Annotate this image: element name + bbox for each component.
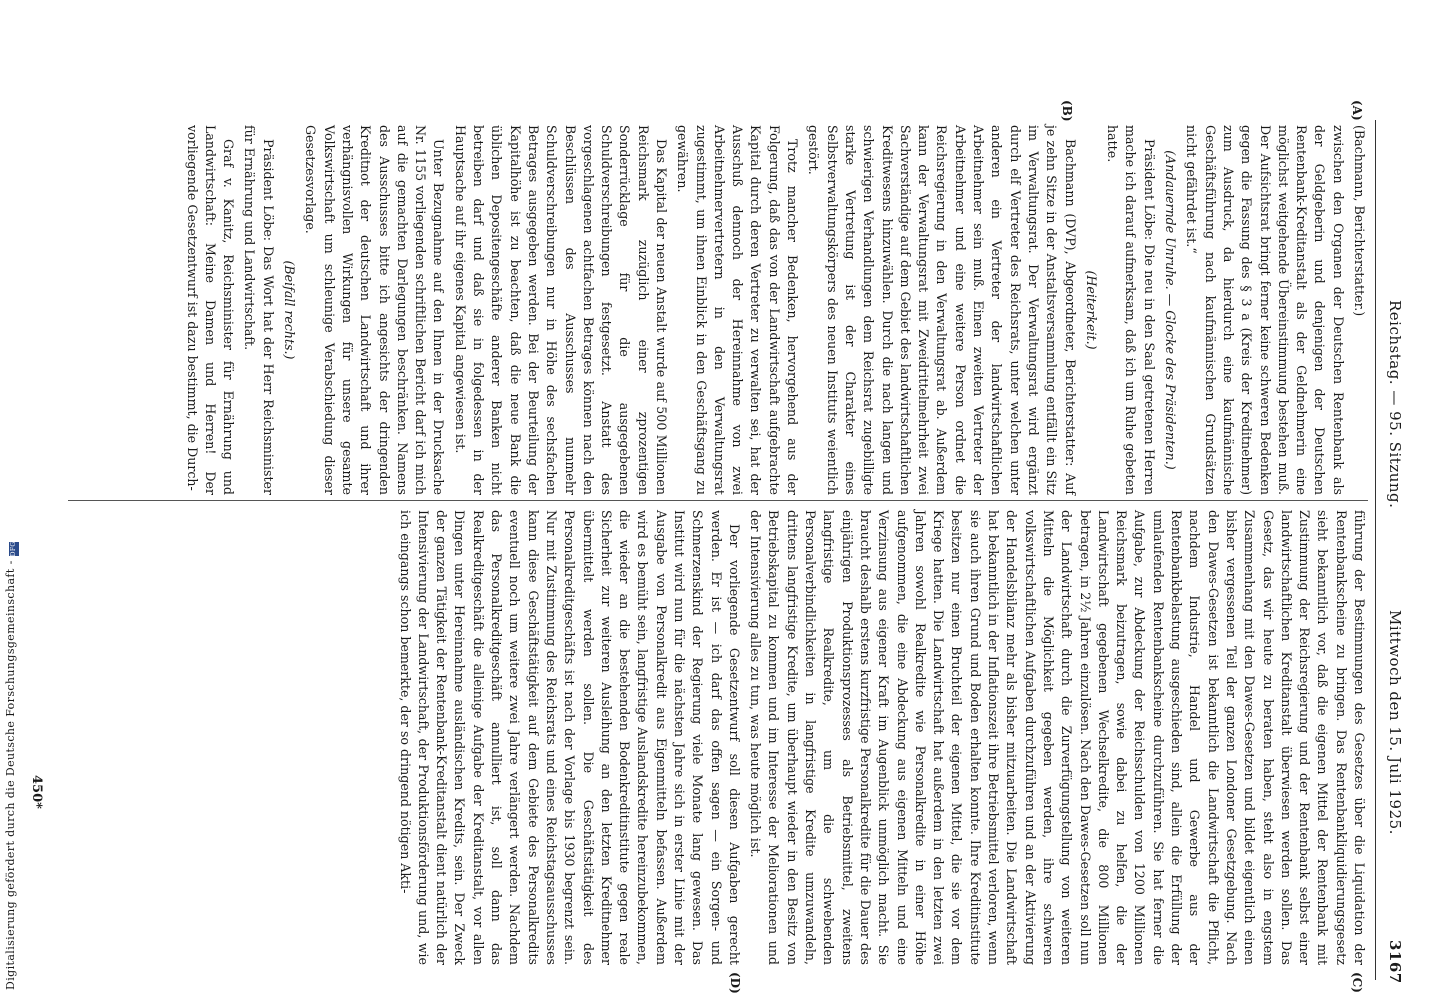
stage-direction: (Beifall rechts.)	[282, 260, 298, 360]
paragraph: Bachmann (DVP), Abgeordneter, Berichterstatter: Auf je zehn Sitze in der Anstaltsversammlung entfällt ein Sitz im Verwaltungsrat. Der Verwaltungsrat wird ergänzt durch elf Vertreter des Reichsrats, unter welchen unter anderen ein Vertreter der landwirtschaftlichen Arbeitnehmer sein muß. Einen zweiten Vertreter der Arbeitnehmer und eine weitere Person ordnet die Reichsregierung in den Verwaltungsrat ab. Außerdem kann der Verwaltungsrat mit Zweidrittelmehrheit zwei Sachverständige auf dem Gebiet des landwirtschaftlichen Kreditwesens hinzuwählen. Durch die nach langen und schwierigen Verhandlungen dem Reichsrat zugebilligte starke Vertretung ist der Charakter eines Selbstverwaltungskörpers des neuen Instituts weientlich gestört.	[806, 125, 1078, 495]
paragraph: Das Kapital der neuen Anstalt wurde auf 500 Millionen Reichsmark zuzüglich einer zprozentigen Sonderrücklage für die ausgegebenen Schuldverschreibungen festgesetzt. Anstatt des vorgeschlagenen achtfachen Betrages können nach den Beschlüssen des Ausschusses nunmehr Schuldverschreibungen nur in Höhe des sechsfachen Betrages ausgegeben werden. Bei der Beurteilung der Kapitalhöhe ist zu beachten, daß die neue Bank die üblichen Depositengeschäfte anderer Banken nicht betreiben darf und daß sie in folgedessen in der Hauptsache auf ihr eigenes Kapital angewiesen ist.	[452, 125, 670, 495]
paragraph: (Bachmann, Berichterstatter.)	[1352, 125, 1367, 317]
paragraph: zwischen den Organen der Deutschen Rentenbank als der Geldgeberin und denjenigen der Deutschen Rentenbank-Kreditanstalt als der Geldnehmerin eine möglichst weitgehende Übereinstimmung bestehen muß. Der Aufsichtsrat bringt ferner keine schweren Bedenken gegen die Fassung des § 3 a (Kreis der Kreditnehmer) zum Ausdruck, da hierdurch eine kaufmännische Geschäftsführung nach kaufmännischen Grundsätzen nicht gefährdet ist.“	[1184, 125, 1346, 495]
digitization-text: Digitalisierung gefördert durch die Deutsche Forschungsgemeinschaft -	[4, 560, 17, 990]
sheet-number: 450*	[29, 775, 44, 809]
dfg-logo: DFG	[10, 541, 17, 557]
paragraph: Graf v. Kanitz, Reichsminister für Ernährung und Landwirtschaft: Meine Damen und Herren! Der vorliegende Gesetzentwurf ist dazu bestimmt, die Durch-	[184, 125, 237, 495]
paragraph: führung der Bestimmungen des Gesetzes über die Liquidation der Rentenbankscheine zu bringen. Das Rentenbankliquidierungsgesetz sieht bekanntlich vor, daß die eigenen Mittel der Rentenbank mit Zustimmung der Reichsregierung und der Rentenbank selbst einer landwirtschaftlichen Kreditanstalt überwiesen werden sollen. Das Gesetz, das wir heute zu beraten haben, steht also in engstem Zusammenhang mit den Dawes-Gesetzen und bildet eigentlich einen bisher vergessenen Teil der ganzen Londoner Gesetzgebung. Nach den Dawes-Gesetzen ist bekanntlich die Landwirtschaft die Pflicht, nachdem Industrie, Handel und Gewerbe aus der Rentenbankbelastung ausgeschieden sind, allein die Erfüllung der umlaufenden Rentenbankscheine durchzuführen. Sie hat ferner die Aufgabe, zur Abdeckung der Reichsschulden von 1200 Millionen Reichsmark beizutragen, sowie dabei zu helfen, die der Landwirtschaft gegebenen Wechselkredite, die 800 Millionen betragen, in 2½ Jahren einzulösen. Nach den Dawes-Gesetzen soll nun der Landwirtschaft durch die Zurverfügungstellung von weiteren Mitteln die Möglichkeit gegeben werden, ihre schweren volkswirtschaftlichen Aufgaben durchzuführen und an der Aktivierung der Handelsbilanz mehr als bisher mitzuarbeiten. Die Landwirtschaft hat bekanntlich in der Inflationszeit ihre Betriebsmittel verloren, wenn sie auch ihren Grund und Boden erhalten konnte. Ihre Kreditinstitute besitzen nur einen Bruchteil der eigenen Mittel, die sie vor dem Kriege hatten. Die Landwirtschaft hat außerdem in den letzten zwei Jahren sowohl Realkredite wie Personalkredite in einer Höhe aufgenommen, die eine Abdeckung aus eigenen Mitteln und eine Verzinsung aus eigener Kraft im Augenblick unmöglich macht. Sie braucht deshalb erstens kurzfristige Personalkredite für die Dauer des einjährigen Produktionsprozesses als Betriebsmittel, zweitens langfristige Realkredite, um die schwebenden Personalverbindlichkeiten in langfristige Kredite umzuwandeln, drittens langfristige Kredite, um überhaupt wieder in den Besitz von Betriebskapital zu kommen und im Interesse der Meliorationen und der Intensivierung alles zu tun, was heute möglich ist.	[748, 510, 1367, 965]
column-right	[48, 510, 1368, 965]
page-number: 3167	[1386, 940, 1404, 984]
stage-direction: (Andauernde Unruhe. — Glocke des Präsidenten.)	[1163, 150, 1179, 470]
margin-marker-c: (C)	[1350, 972, 1364, 993]
header-title: Reichstag. — 95. Sitzung.	[1386, 300, 1404, 509]
paragraph: Trotz mancher Bedenken, hervorgehend aus der Folgerung, daß das von der Landwirtschaft aufgebrachte Kapital durch deren Vertreter zu verwalten sei, hat der Ausschuß dennoch der Hereinnahme von zwei Arbeitnehmervertretern in den Verwaltungsrat zugestimmt, um ihnen Einblick in den Geschäftsgang zu gewähren.	[675, 125, 801, 495]
paragraph: Der vorliegende Gesetzentwurf soll diesen Aufgaben gerecht werden. Er ist — ich darf das offen sagen — ein Sorgen- und Schmerzenskind der Regierung viele Monate lang gewesen. Das Institut wird nun für die nächsten Jahre sich in erster Linie mit der Ausgabe von Personalkredit aus Eigenmitteln befassen. Außerdem wird es bemüht sein, langfristige Auslandskredite hereinzubekommen, die wieder an die bestehenden Bodenkreditinstitute gegen reale Sicherheit zur weiteren Ausleihung an den letzten Kreditnehmer übermittelt werden sollen. Die Geschäftstätigkeit des Personalkreditgeschäfts ist nach der Vorlage bis 1930 begrenzt sein. Nur mit Zustimmung des Reichsrats und eines Reichstagsausschusses kann diese Geschäftstätigkeit auf dem Gebiete des Personalkredits eventuell noch um weitere zwei Jahre verlängert werden. Nachdem das Personalkreditgeschäft annulliert ist, soll dann das Realkreditgeschäft die alleinige Aufgabe der Kreditanstalt, vor allen Dingen unter Hereinnahme ausländischen Kredits, sein. Der Zweck der ganzen Tätigkeit der Rentenbank-Kreditanstalt dient natürlich der Intensivierung der Landwirtschaft, der Produktionsförderung und, wie ich eingangs schon bemerkte, der so dringend nötigen Akti-	[397, 510, 742, 965]
stage-direction: (Heiterkeit.)	[1083, 270, 1099, 350]
digitization-note	[4, 542, 18, 990]
margin-marker-a: (A)	[1350, 100, 1364, 121]
running-header	[1378, 120, 1404, 984]
column-left	[48, 125, 1368, 495]
header-rule	[1375, 120, 1376, 980]
paragraph: Präsident Löbe: Das Wort hat der Herr Reichsminister für Ernährung und Landwirtschaft.	[242, 125, 276, 495]
margin-marker-b: (B)	[1060, 100, 1074, 122]
paragraph: Präsident Löbe: Die neu in den Saal getretenen Herren mache ich darauf aufmerksam, daß ich um Ruhe gebeten hatte.	[1105, 125, 1157, 495]
column-divider	[68, 500, 1368, 501]
margin-marker-d: (D)	[728, 972, 742, 994]
header-date: Mittwoch den 15. Juli 1925.	[1386, 610, 1404, 835]
paragraph: Unter Bezugnahme auf den Ihnen in der Drucksache Nr. 1155 vorliegenden schriftlichen Bericht darf ich mich auf die gemachten Darlegungen beschränken. Namens des Ausschusses bitte ich angesichts der dringenden Kreditnot der deutschen Landwirtschaft und ihrer verhängnisvollen Wirkungen für unsere gesamte Volkswirtschaft um schleunige Verabschiedung dieser Gesetzesvorlage.	[303, 125, 447, 495]
